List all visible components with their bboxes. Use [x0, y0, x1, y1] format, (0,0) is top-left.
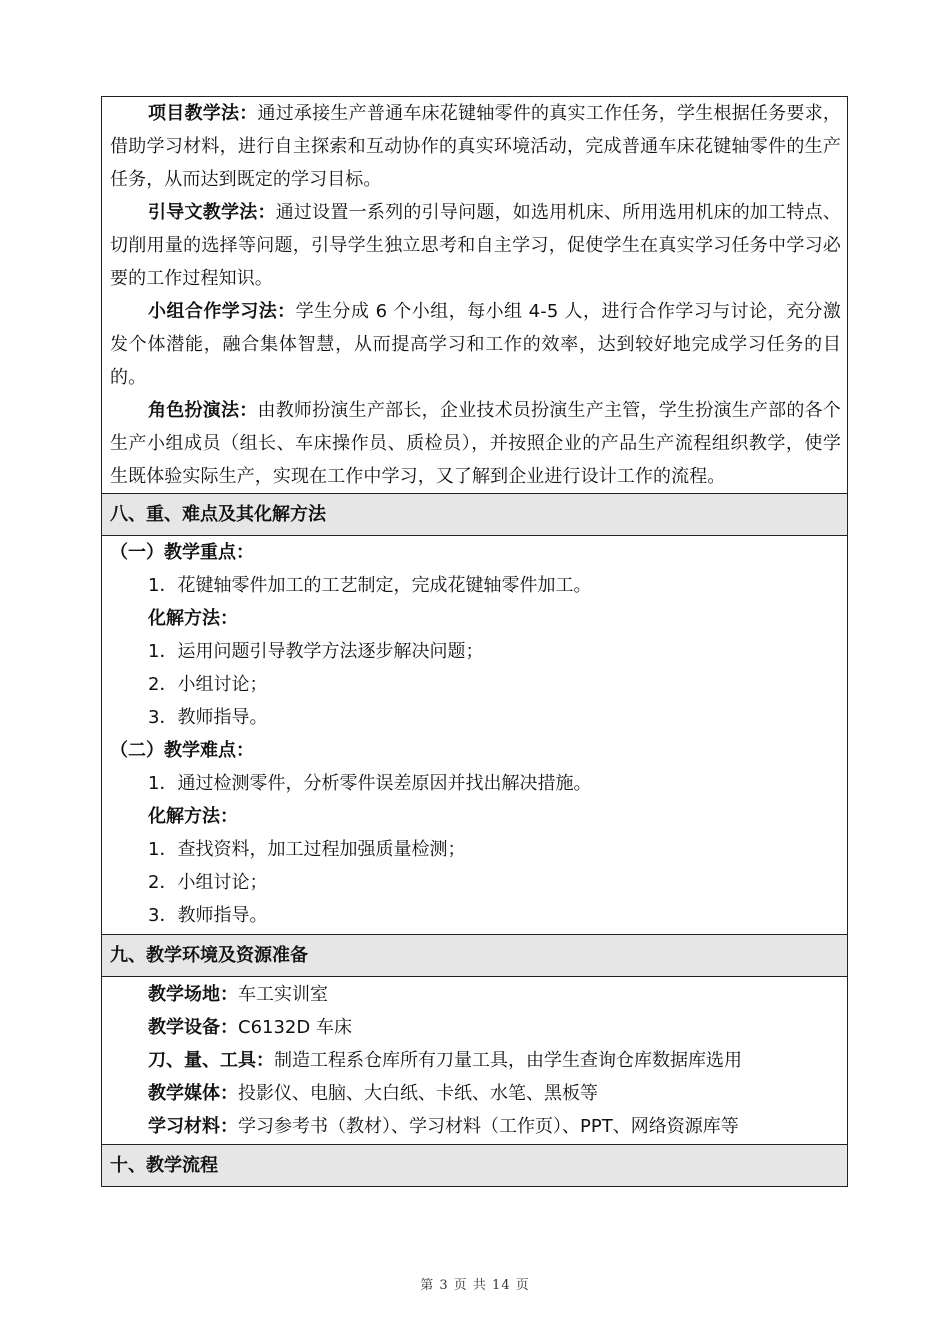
solution-item: 3．教师指导。	[148, 905, 268, 926]
resource-item	[102, 1044, 847, 1077]
method-label: 角色扮演法：	[148, 400, 258, 421]
solution-label: 化解方法：	[148, 806, 238, 827]
resource-text: 投影仪、电脑、大白纸、卡纸、水笔、黑板等	[238, 1083, 598, 1104]
resource-item	[102, 1077, 847, 1110]
resource-label: 教学场地：	[148, 984, 238, 1005]
page-footer: 第 3 页 共 14 页	[420, 1278, 530, 1293]
method-label: 项目教学法：	[148, 103, 258, 124]
section-8-body	[102, 535, 847, 934]
solution-item: 1．运用问题引导教学方法逐步解决问题；	[148, 641, 484, 662]
section-8-header: 八、重、难点及其化解方法	[102, 493, 847, 535]
key-point-item: 1．花键轴零件加工的工艺制定，完成花键轴零件加工。	[148, 575, 592, 596]
difficulty-item: 1．通过检测零件，分析零件误差原因并找出解决措施。	[148, 773, 592, 794]
resource-label: 教学设备：	[148, 1017, 238, 1038]
resource-text: 车工实训室	[238, 984, 328, 1005]
section-9-body	[102, 976, 847, 1144]
resource-item	[102, 1011, 847, 1044]
method-text: 学生分成 6 个小组，每小组 4-5 人，进行合作学习与讨论，充分激发个体潜能，融合集体智慧，从而提高学习和工作的效率，达到较好地完成学习任务的目的。	[110, 301, 841, 388]
method-text: 由教师扮演生产部长，企业技术员扮演生产主管，学生扮演生产部的各个生产小组成员（组长、车床操作员、质检员），并按照企业的产品生产流程组织教学，使学生既体验实际生产，实现在工作中学习，又了解到企业进行设计工作的流程。	[110, 400, 841, 487]
solution-item: 2．小组讨论；	[148, 872, 268, 893]
method-text: 通过承接生产普通车床花键轴零件的真实工作任务，学生根据任务要求，借助学习材料，进行自主探索和互动协作的真实环境活动，完成普通车床花键轴零件的生产任务，从而达到既定的学习目标。	[110, 103, 841, 190]
resource-text: 学习参考书（教材）、学习材料（工作页）、PPT、网络资源库等	[238, 1116, 739, 1137]
solution-label: 化解方法：	[148, 608, 238, 629]
document-table	[101, 96, 848, 1187]
method-label: 小组合作学习法：	[148, 301, 296, 322]
resource-item	[102, 978, 847, 1011]
method-paragraph	[102, 97, 847, 196]
method-text: 通过设置一系列的引导问题，如选用机床、所用选用机床的加工特点、切削用量的选择等问题，引导学生独立思考和自主学习，促使学生在真实学习任务中学习必要的工作过程知识。	[110, 202, 841, 289]
method-paragraph	[102, 394, 847, 493]
solution-item: 2．小组讨论；	[148, 674, 268, 695]
section-9-header: 九、教学环境及资源准备	[102, 934, 847, 976]
solution-item: 3．教师指导。	[148, 707, 268, 728]
teaching-methods-section	[102, 97, 847, 493]
method-paragraph	[102, 196, 847, 295]
resource-label: 学习材料：	[148, 1116, 238, 1137]
difficulties-title: （二）教学难点：	[110, 740, 254, 761]
resource-item	[102, 1110, 847, 1143]
method-label: 引导文教学法：	[148, 202, 276, 223]
method-paragraph	[102, 295, 847, 394]
resource-label: 教学媒体：	[148, 1083, 238, 1104]
resource-text: C6132D 车床	[238, 1017, 352, 1038]
key-points-title: （一）教学重点：	[110, 542, 254, 563]
solution-item: 1．查找资料，加工过程加强质量检测；	[148, 839, 466, 860]
resource-text: 制造工程系仓库所有刀量工具，由学生查询仓库数据库选用	[274, 1050, 742, 1071]
resource-label: 刀、量、工具：	[148, 1050, 274, 1071]
section-10-header: 十、教学流程	[102, 1144, 847, 1186]
